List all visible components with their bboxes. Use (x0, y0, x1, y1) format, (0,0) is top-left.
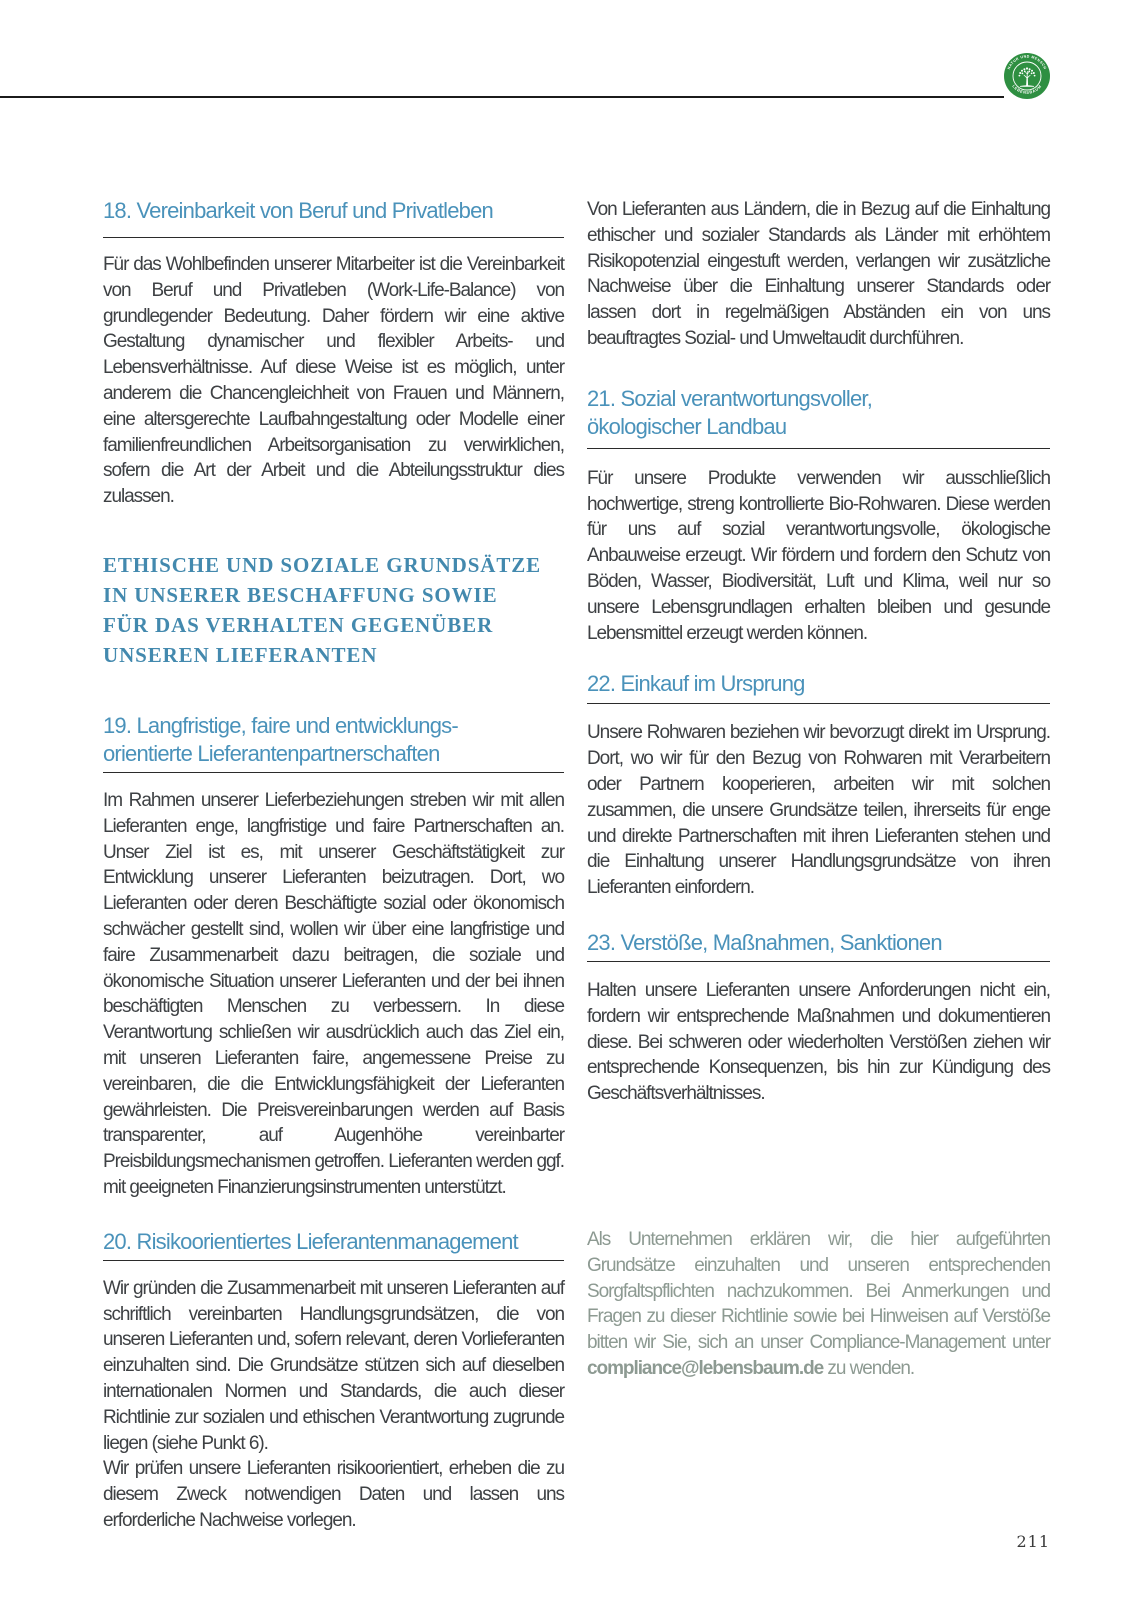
section-18-heading: 18. Vereinbarkeit von Beruf und Privatleben (103, 198, 493, 223)
section-19-heading-line-2: orientierte Lieferantenpartnerschaften (103, 740, 440, 766)
section-20-rule (103, 1260, 564, 1261)
closing-note-text: Als Unternehmen erklären wir, die hier aufgeführten Grundsätze einzuhalten und unseren entsprechenden Sorgfaltspflichten nachzukommen. Bei Anmerkungen und Fragen zu dieser Richtlinie sowie bei Hinweisen auf Verstöße bitten wir Sie, sich an unser Compliance-Management unter (587, 1228, 1050, 1354)
section-22-rule (587, 703, 1050, 704)
section-21-heading (587, 385, 1050, 441)
logo-ring-text-top: NATUR UND MENSCH (1006, 54, 1048, 71)
section-21-heading-line-2: ökologischer Landbau (587, 413, 787, 439)
section-19-heading (103, 712, 564, 768)
section-21-rule (587, 448, 1050, 449)
group-heading-line-4: UNSEREN LIEFERANTEN (103, 642, 378, 667)
compliance-email[interactable]: compliance@lebensbaum.de (587, 1357, 824, 1379)
section-20-heading: 20. Risikoorientiertes Lieferantenmanagement (103, 1228, 518, 1254)
page-number: 211 (1016, 1532, 1050, 1551)
group-heading-line-3: FÜR DAS VERHALTEN GEGENÜBER (103, 612, 494, 637)
section-19-rule (103, 772, 564, 773)
lebensbaum-logo (1003, 52, 1051, 100)
right-column (587, 197, 1050, 1382)
group-heading-line-2: IN UNSERER BESCHAFFUNG SOWIE (103, 582, 498, 607)
header-rule (0, 96, 1004, 98)
intro-paragraph: Von Lieferanten aus Ländern, die in Bezug auf die Einhaltung ethischer und sozialer Standards als Länder mit erhöhtem Risikopotenzial eingestuft werden, verlangen wir zusätzliche Nachweise über die Einhaltung unserer Standards oder lassen dort in regelmäßigen Abständen ein von uns beauftragtes Sozial- und Umweltaudit durchführen. (587, 199, 1050, 349)
section-23-body: Halten unsere Lieferanten unsere Anforderungen nicht ein, fordern wir entsprechende Maßnahmen und dokumentieren diese. Bei schweren oder wiederholten Verstößen ziehen wir entsprechende Konsequenzen, bis hin zur Kündigung des Geschäftsverhältnisses. (587, 979, 1050, 1105)
section-23-heading: 23. Verstöße, Maßnahmen, Sanktionen (587, 929, 942, 955)
group-heading-line-1: ETHISCHE UND SOZIALE GRUNDSÄTZE (103, 552, 542, 577)
section-18-rule (103, 237, 564, 238)
section-19-body: Im Rahmen unserer Lieferbeziehungen streben wir mit allen Lieferanten enge, langfristige und faire Partnerschaften an. Unser Ziel ist es, mit unserer Geschäftstätigkeit zur Entwicklung unserer Lieferanten beizutragen. Dort, wo Lieferanten oder deren Beschäftigte sozial oder ökonomisch schwächer gestellt sind, wollen wir über eine langfristige und faire Zusammenarbeit dazu beitragen, die soziale und ökonomische Situation unserer Lieferanten und der bei ihnen beschäftigten Menschen zu verbessern. In diese Verantwortung schließen wir ausdrücklich auch das Ziel ein, mit unseren Lieferanten faire, angemessene Preise zu vereinbaren, die die Entwicklungsfähigkeit der Lieferanten gewährleisten. Die Preisvereinbarungen werden auf Basis transparenter, auf Augenhöhe vereinbarter Preisbildungsmechanismen getroffen. Lieferanten werden ggf. mit geeigneten Finanzierungsinstrumenten unterstützt. (103, 789, 564, 1198)
logo-ring-text-bottom: LEBENSBAUM (1011, 83, 1043, 95)
section-20-body-2: Wir prüfen unsere Lieferanten risikoorientiert, erheben die zu diesem Zweck notwendigen Daten und lassen uns erforderliche Nachweise vorlegen. (103, 1458, 564, 1531)
section-21-body: Für unsere Produkte verwenden wir ausschließlich hochwertige, streng kontrollierte Bio-Rohwaren. Diese werden für uns auf sozial verantwortungsvolle, ökologische Anbauweise erzeugt. Wir fördern und fordern den Schutz von Böden, Wasser, Biodiversität, Luft und Klima, weil nur so unsere Lebensgrundlagen erhalten bleiben und gesunde Lebensmittel erzeugt werden können. (587, 467, 1050, 644)
closing-note-suffix: zu wenden. (823, 1357, 915, 1379)
left-column (103, 197, 564, 1534)
section-19-heading-line-1: 19. Langfristige, faire und entwicklungs- (103, 712, 458, 738)
section-20-body-1: Wir gründen die Zusammenarbeit mit unseren Lieferanten auf schriftlich vereinbarten Handlungsgrundsätzen, die von unseren Lieferanten und, sofern relevant, deren Vorlieferanten einzuhalten sind. Die Grundsätze stützen sich auf dieselben internationalen Normen und Standards, die auch dieser Richtlinie zur sozialen und ethischen Verantwortung zugrunde liegen (siehe Punkt 6). (103, 1277, 564, 1454)
group-heading (103, 550, 564, 670)
closing-note (587, 1227, 1050, 1382)
section-22-body: Unsere Rohwaren beziehen wir bevorzugt direkt im Ursprung. Dort, wo wir für den Bezug von Rohwaren mit Verarbeitern oder Partnern kooperieren, arbeiten wir mit solchen zusammen, die unsere Grundsätze teilen, ihrerseits für enge und direkte Partnerschaften mit ihren Lieferanten stehen und die Einhaltung unserer Handlungsgrundsätze von ihren Lieferanten einfordern. (587, 722, 1050, 899)
section-22-heading: 22. Einkauf im Ursprung (587, 671, 805, 697)
section-18-body: Für das Wohlbefinden unserer Mitarbeiter ist die Vereinbarkeit von Beruf und Privatleben (Work-Life-Balance) von grundlegender Bedeutung. Daher fördern wir eine aktive Gestaltung dynamischer und flexibler Arbeits- und Lebensverhältnisse. Auf diese Weise ist es möglich, unter anderem die Chancengleichheit von Frauen und Männern, eine altersgerechte Laufbahngestaltung oder Modelle einer familienfreundlichen Arbeitsorganisation zu verwirklichen, sofern die Art der Arbeit und die Abteilungsstruktur dies zulassen. (103, 254, 564, 508)
section-23-rule (587, 961, 1050, 962)
section-21-heading-line-1: 21. Sozial verantwortungsvoller, (587, 385, 873, 411)
